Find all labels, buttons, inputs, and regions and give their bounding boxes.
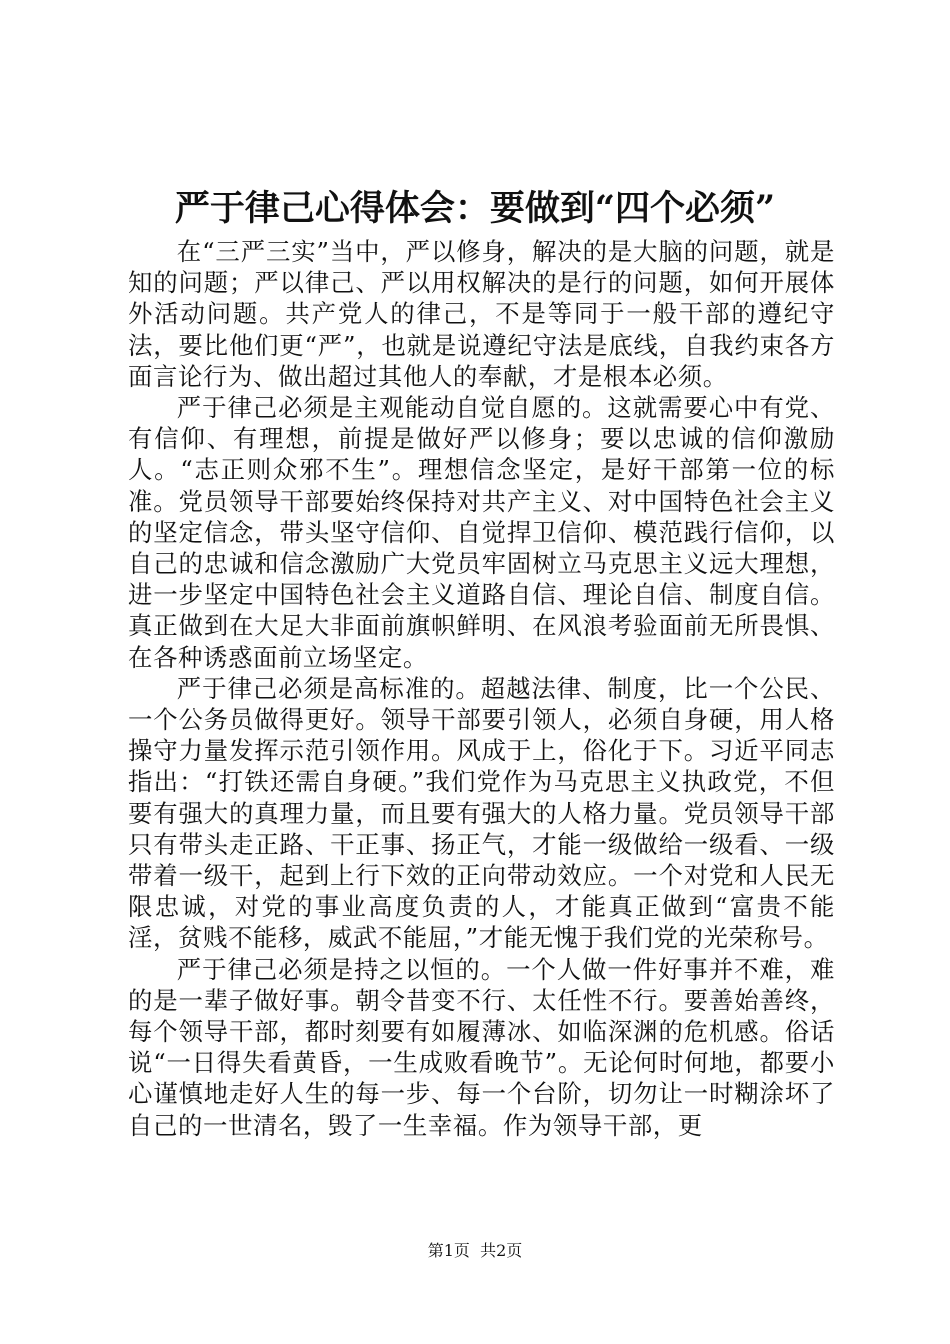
document-body	[128, 236, 835, 1141]
paragraph-3: 严于律己必须是高标准的。超越法律、制度，比一个公民、一个公务员做得更好。领导干部要引领人，必须自身硬，用人格操守力量发挥示范引领作用。风成于上，俗化于下。习近平同志指出：“打铁还需自身硬。”我们党作为马克思主义执政党，不但要有强大的真理力量，而且要有强大的人格力量。党员领导干部只有带头走正路、干正事、扬正气，才能一级做给一级看、一级带着一级干，起到上行下效的正向带动效应。一个对党和人民无限忠诚，对党的事业高度负责的人，才能真正做到“富贵不能淫，贫贱不能移，威武不能屈，”才能无愧于我们党的光荣称号。	[128, 673, 835, 953]
paragraph-2: 严于律己必须是主观能动自觉自愿的。这就需要心中有党、有信仰、有理想，前提是做好严以修身；要以忠诚的信仰激励人。“志正则众邪不生”。理想信念坚定，是好干部第一位的标准。党员领导干部要始终保持对共产主义、对中国特色社会主义的坚定信念，带头坚守信仰、自觉捍卫信仰、模范践行信仰，以自己的忠诚和信念激励广大党员牢固树立马克思主义远大理想，进一步坚定中国特色社会主义道路自信、理论自信、制度自信。真正做到在大足大非面前旗帜鲜明、在风浪考验面前无所畏惧、在各种诱惑面前立场坚定。	[128, 393, 835, 672]
paragraph-4: 严于律己必须是持之以恒的。一个人做一件好事并不难，难的是一辈子做好事。朝令昔变不行、太任性不行。要善始善终，每个领导干部，都时刻要有如履薄冰、如临深渊的危机感。俗话说“一日得失看黄昏，一生成败看晚节”。无论何时何地，都要小心谨慎地走好人生的每一步、每一个台阶，切勿让一时糊涂坏了自己的一世清名，毁了一生幸福。作为领导干部，更	[128, 954, 835, 1140]
page-footer	[0, 1241, 950, 1261]
paragraph-1: 在“三严三实”当中，严以修身，解决的是大脑的问题，就是知的问题；严以律己、严以用权解决的是行的问题，如何开展体外活动问题。共产党人的律己，不是等同于一般干部的遵纪守法，要比他们更“严”，也就是说遵纪守法是底线，自我约束各方面言论行为、做出超过其他人的奉献，才是根本必须。	[128, 237, 835, 391]
page-number: 第1页 共2页	[427, 1241, 523, 1260]
document-title: 严于律己心得体会：要做到“四个必须”	[174, 188, 776, 229]
